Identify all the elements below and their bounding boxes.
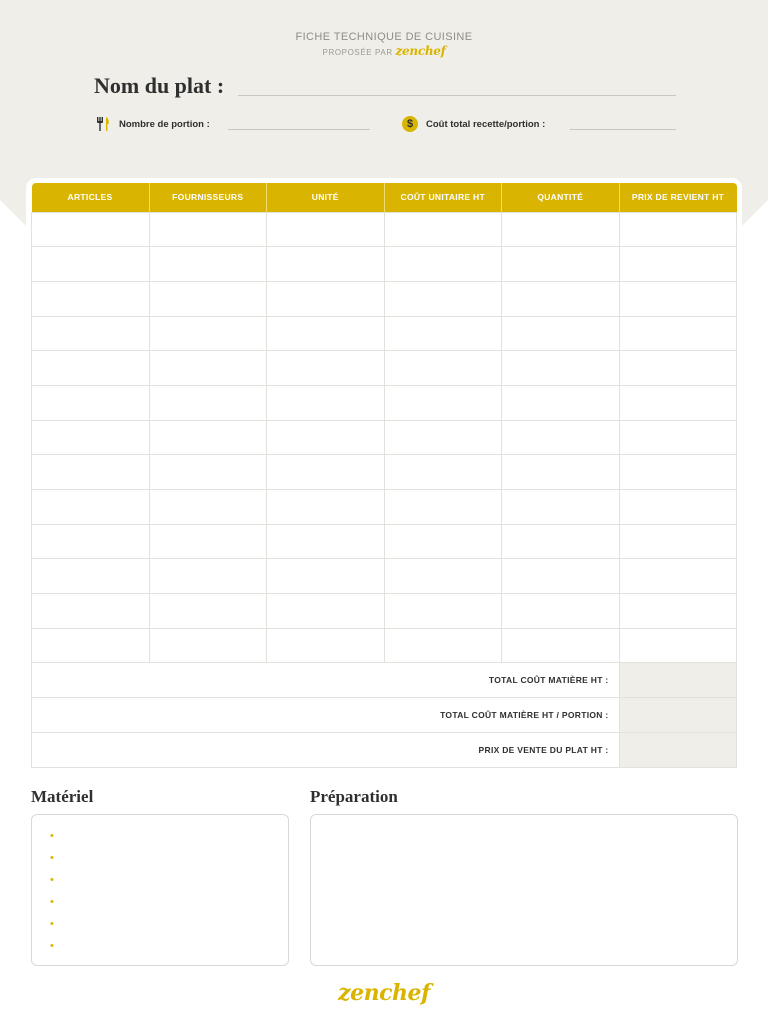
portion-field[interactable] xyxy=(228,129,370,130)
portion-label: Nombre de portion : xyxy=(119,118,210,130)
table-cell[interactable] xyxy=(619,351,737,386)
table-cell[interactable] xyxy=(502,420,620,455)
table-cell[interactable] xyxy=(502,351,620,386)
table-cell[interactable] xyxy=(32,385,150,420)
table-cell[interactable] xyxy=(384,316,502,351)
band-notch-left xyxy=(0,200,26,226)
table-cell[interactable] xyxy=(267,316,385,351)
header-brand-logo: zenchef xyxy=(395,44,446,58)
table-cell[interactable] xyxy=(32,628,150,663)
table-cell[interactable] xyxy=(502,316,620,351)
total-matiere-label: TOTAL COÛT MATIÈRE HT : xyxy=(32,663,620,698)
list-item: • xyxy=(50,896,54,908)
table-row xyxy=(32,490,737,525)
prix-vente-label: PRIX DE VENTE DU PLAT HT : xyxy=(32,732,620,767)
table-cell[interactable] xyxy=(267,490,385,525)
cost-field[interactable] xyxy=(570,129,676,130)
table-cell[interactable] xyxy=(384,247,502,282)
table-cell[interactable] xyxy=(267,559,385,594)
table-cell[interactable] xyxy=(149,281,267,316)
table-cell[interactable] xyxy=(149,628,267,663)
table-cell[interactable] xyxy=(502,385,620,420)
col-fournisseurs: FOURNISSEURS xyxy=(149,183,267,212)
table-row xyxy=(32,281,737,316)
table-cell[interactable] xyxy=(619,490,737,525)
table-cell[interactable] xyxy=(384,385,502,420)
list-item: • xyxy=(50,874,54,886)
table-cell[interactable] xyxy=(502,455,620,490)
table-cell[interactable] xyxy=(619,420,737,455)
list-item: • xyxy=(50,852,54,864)
table-row xyxy=(32,316,737,351)
list-item: • xyxy=(50,830,54,842)
col-prix-revient: PRIX DE REVIENT HT xyxy=(619,183,737,212)
table-cell[interactable] xyxy=(149,385,267,420)
table-cell[interactable] xyxy=(502,281,620,316)
table-cell[interactable] xyxy=(267,351,385,386)
table-row xyxy=(32,559,737,594)
table-cell[interactable] xyxy=(149,559,267,594)
table-cell[interactable] xyxy=(502,594,620,629)
table-row xyxy=(32,420,737,455)
table-cell[interactable] xyxy=(32,247,150,282)
materiel-box[interactable] xyxy=(31,814,289,966)
table-cell[interactable] xyxy=(267,212,385,247)
materiel-title: Matériel xyxy=(31,787,94,806)
table-cell[interactable] xyxy=(267,281,385,316)
table-body xyxy=(32,212,737,767)
table-cell[interactable] xyxy=(32,594,150,629)
footer-brand-logo: zenchef xyxy=(338,980,430,1006)
table-cell[interactable] xyxy=(267,420,385,455)
table-cell[interactable] xyxy=(267,594,385,629)
table-cell[interactable] xyxy=(619,524,737,559)
table-cell[interactable] xyxy=(502,628,620,663)
table-cell[interactable] xyxy=(32,524,150,559)
table-cell[interactable] xyxy=(502,247,620,282)
table-cell[interactable] xyxy=(32,490,150,525)
table-row xyxy=(32,247,737,282)
table-cell[interactable] xyxy=(149,316,267,351)
table-cell[interactable] xyxy=(619,559,737,594)
table-row xyxy=(32,212,737,247)
sheet-title: FICHE TECHNIQUE DE CUISINE xyxy=(295,31,473,43)
table-row xyxy=(32,594,737,629)
table-cell[interactable] xyxy=(502,559,620,594)
table-row xyxy=(32,628,737,663)
total-portion-value[interactable] xyxy=(619,698,737,733)
table-row xyxy=(32,351,737,386)
table-cell[interactable] xyxy=(32,455,150,490)
table-cell[interactable] xyxy=(619,281,737,316)
subtitle-prefix: PROPOSÉE PAR xyxy=(322,48,393,57)
table-cell[interactable] xyxy=(32,212,150,247)
table-cell[interactable] xyxy=(267,247,385,282)
preparation-box[interactable] xyxy=(310,814,738,966)
table-cell[interactable] xyxy=(149,420,267,455)
sheet-subtitle xyxy=(0,44,768,58)
list-item: • xyxy=(50,940,54,952)
dish-name-field[interactable] xyxy=(238,95,676,96)
table-cell[interactable] xyxy=(32,281,150,316)
col-quantite: QUANTITÉ xyxy=(502,183,620,212)
table-cell[interactable] xyxy=(149,490,267,525)
table-cell[interactable] xyxy=(384,628,502,663)
materiel-list xyxy=(50,829,54,961)
table-cell[interactable] xyxy=(32,420,150,455)
table-cell[interactable] xyxy=(149,351,267,386)
total-matiere-value[interactable] xyxy=(619,663,737,698)
table-cell[interactable] xyxy=(502,490,620,525)
table-cell[interactable] xyxy=(384,455,502,490)
table-cell[interactable] xyxy=(619,385,737,420)
table-row xyxy=(32,455,737,490)
table-cell[interactable] xyxy=(619,628,737,663)
dollar-coin-icon: $ xyxy=(402,116,418,132)
table-cell[interactable] xyxy=(32,316,150,351)
prix-vente-value[interactable] xyxy=(619,732,737,767)
cost-label: Coût total recette/portion : xyxy=(426,118,546,130)
table-cell[interactable] xyxy=(619,316,737,351)
table-cell[interactable] xyxy=(384,351,502,386)
table-row xyxy=(32,385,737,420)
table-cell[interactable] xyxy=(619,212,737,247)
table-cell[interactable] xyxy=(619,594,737,629)
table-cell[interactable] xyxy=(384,212,502,247)
table-cell[interactable] xyxy=(32,559,150,594)
cutlery-icon xyxy=(95,116,111,132)
table-row xyxy=(32,524,737,559)
table-cell[interactable] xyxy=(384,281,502,316)
total-row-portion xyxy=(32,698,737,733)
table-cell[interactable] xyxy=(619,455,737,490)
total-row-prix-vente xyxy=(32,732,737,767)
portion-meta xyxy=(95,116,210,132)
total-portion-label: TOTAL COÛT MATIÈRE HT / PORTION : xyxy=(32,698,620,733)
table-cell[interactable] xyxy=(384,420,502,455)
ingredients-table xyxy=(31,183,737,768)
cost-meta xyxy=(402,116,545,132)
table-cell[interactable] xyxy=(267,628,385,663)
band-notch-right xyxy=(742,200,768,226)
table-cell[interactable] xyxy=(267,524,385,559)
table-cell[interactable] xyxy=(267,385,385,420)
col-articles: ARTICLES xyxy=(32,183,150,212)
table-cell[interactable] xyxy=(384,490,502,525)
col-cout-unitaire: COÛT UNITAIRE HT xyxy=(384,183,502,212)
table-cell[interactable] xyxy=(149,594,267,629)
table-cell[interactable] xyxy=(619,247,737,282)
table-header-row xyxy=(32,183,737,212)
table-cell[interactable] xyxy=(149,247,267,282)
table-cell[interactable] xyxy=(502,524,620,559)
table-cell[interactable] xyxy=(32,351,150,386)
table-cell[interactable] xyxy=(149,212,267,247)
dish-name-label: Nom du plat : xyxy=(94,73,225,98)
col-unite: UNITÉ xyxy=(267,183,385,212)
table-cell[interactable] xyxy=(384,594,502,629)
table-cell[interactable] xyxy=(384,524,502,559)
table-cell[interactable] xyxy=(502,212,620,247)
table-cell[interactable] xyxy=(267,455,385,490)
preparation-title: Préparation xyxy=(310,787,398,806)
table-cell[interactable] xyxy=(149,455,267,490)
table-cell[interactable] xyxy=(384,559,502,594)
table-cell[interactable] xyxy=(149,524,267,559)
total-row-matiere xyxy=(32,663,737,698)
list-item: • xyxy=(50,918,54,930)
